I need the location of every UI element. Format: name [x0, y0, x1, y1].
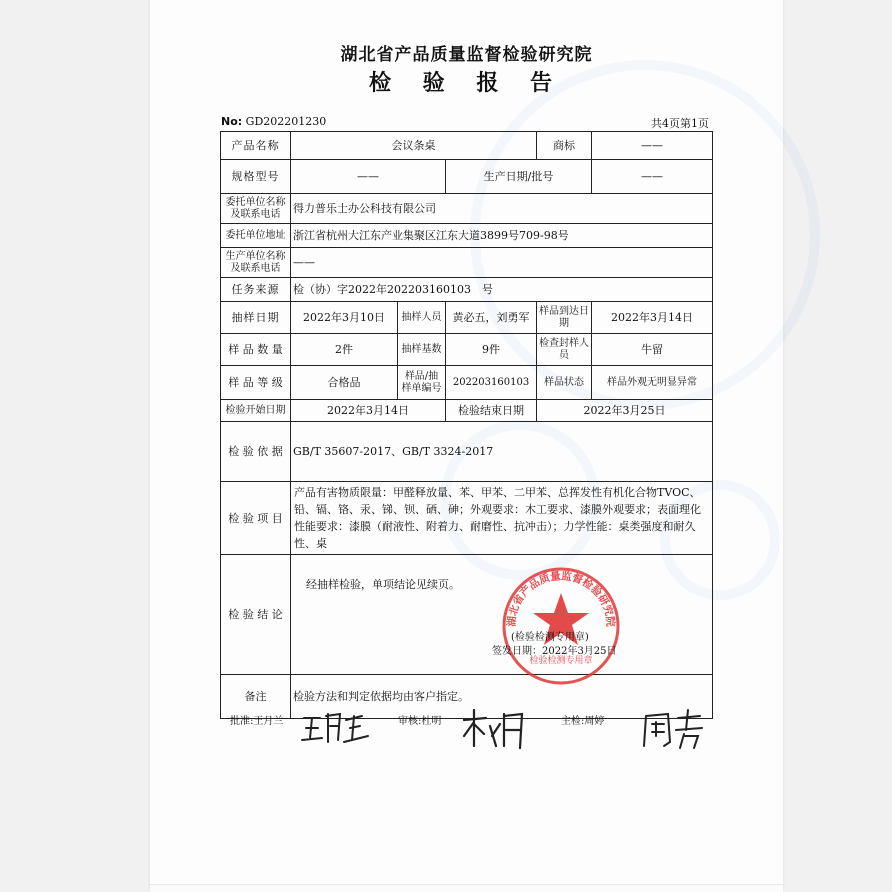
items: 产品有害物质限量：甲醛释放量、苯、甲苯、二甲苯、总挥发性有机化合物TVOC、铅、镉、铬、汞、锑、钡、硒、砷；外观要求：木工要求、漆膜外观要求；表面理化性能要求：漆膜（耐液性、附着力、耐磨性、抗冲击）；力学性能：桌类强度和耐久性、桌	[291, 482, 713, 555]
seal-text: 湖北省产品质量监督检验研究院	[505, 570, 617, 628]
approver-label: 批准:王月兰	[230, 716, 284, 727]
model-label: 规格型号	[221, 160, 291, 194]
page-count: 共4页第1页	[651, 117, 709, 130]
conclusion-label: 检 验 结 论	[221, 555, 291, 675]
table-row	[221, 278, 713, 302]
sample-date-label: 抽样日期	[221, 302, 291, 334]
conclusion-text: 经抽样检验，单项结论见续页。	[306, 578, 460, 591]
start-date: 2022年3月14日	[291, 400, 446, 422]
table-row	[221, 555, 713, 675]
issue-date: 签发日期：2022年3月25日	[492, 646, 617, 657]
report-no-value: GD202201230	[245, 115, 327, 128]
inspector-label: 主检:周婷	[561, 716, 605, 727]
table-row	[221, 194, 713, 224]
sealer: 牛留	[592, 334, 713, 366]
inspector-signature	[640, 706, 708, 752]
sampler-label: 抽样人员	[398, 302, 446, 334]
report-table	[220, 131, 713, 719]
remark: 检验方法和判定依据均由客户指定。	[291, 675, 713, 719]
base-label: 抽样基数	[398, 334, 446, 366]
task-source-label: 任务来源	[221, 278, 291, 302]
arrive-date-label: 样品到达日期	[537, 302, 592, 334]
grade-label: 样 品 等 级	[221, 366, 291, 400]
state-label: 样品状态	[537, 366, 592, 400]
table-row	[221, 400, 713, 422]
state: 样品外观无明显异常	[592, 366, 713, 400]
table-row	[221, 248, 713, 278]
table-row	[221, 224, 713, 248]
table-row	[221, 334, 713, 366]
table-row	[221, 422, 713, 482]
prod-date-label: 生产日期/批号	[446, 160, 592, 194]
seal-subtext: 检验检测专用章	[529, 656, 593, 666]
report-number	[221, 115, 326, 128]
qty-label: 样 品 数 量	[221, 334, 291, 366]
table-row	[221, 132, 713, 160]
base: 9件	[446, 334, 537, 366]
remark-label: 备注	[221, 675, 291, 719]
qty: 2件	[291, 334, 398, 366]
report-no-label: No:	[221, 115, 243, 128]
prod-date: ——	[592, 160, 713, 194]
official-seal	[500, 565, 622, 687]
sample-date: 2022年3月10日	[291, 302, 398, 334]
model: ——	[291, 160, 446, 194]
table-row	[221, 160, 713, 194]
trademark: ——	[592, 132, 713, 160]
items-label: 检 验 项 目	[221, 482, 291, 555]
task-source: 检（协）字2022年202203160103 号	[291, 278, 713, 302]
seal-note: (检验检测专用章)	[511, 632, 589, 643]
client: 得力普乐士办公科技有限公司	[291, 194, 713, 224]
start-date-label: 检验开始日期	[221, 400, 291, 422]
arrive-date: 2022年3月14日	[592, 302, 713, 334]
product-name: 会议条桌	[291, 132, 537, 160]
sample-no: 202203160103	[446, 366, 537, 400]
basis: GB/T 35607-2017、GB/T 3324-2017	[291, 422, 713, 482]
reviewer-label: 审核:杜明	[398, 716, 442, 727]
approver-signature	[300, 706, 372, 748]
client-address: 浙江省杭州大江东产业集聚区江东大道3899号709-98号	[291, 224, 713, 248]
reviewer-signature	[460, 706, 530, 752]
grade: 合格品	[291, 366, 398, 400]
client-address-label: 委托单位地址	[221, 224, 291, 248]
report-title: 检 验 报 告	[369, 70, 564, 96]
end-date: 2022年3月25日	[537, 400, 713, 422]
table-row	[221, 482, 713, 555]
client-label: 委托单位名称及联系电话	[221, 194, 291, 224]
product-name-label: 产品名称	[221, 132, 291, 160]
table-row	[221, 302, 713, 334]
sampler: 黄必五，刘勇军	[446, 302, 537, 334]
sample-no-label: 样品/抽样单编号	[398, 366, 446, 400]
basis-label: 检 验 依 据	[221, 422, 291, 482]
institute-name: 湖北省产品质量监督检验研究院	[340, 45, 593, 65]
sealer-label: 检查封样人员	[537, 334, 592, 366]
producer: ——	[291, 248, 713, 278]
end-date-label: 检验结束日期	[446, 400, 537, 422]
producer-label: 生产单位名称及联系电话	[221, 248, 291, 278]
table-row	[221, 366, 713, 400]
trademark-label: 商标	[537, 132, 592, 160]
